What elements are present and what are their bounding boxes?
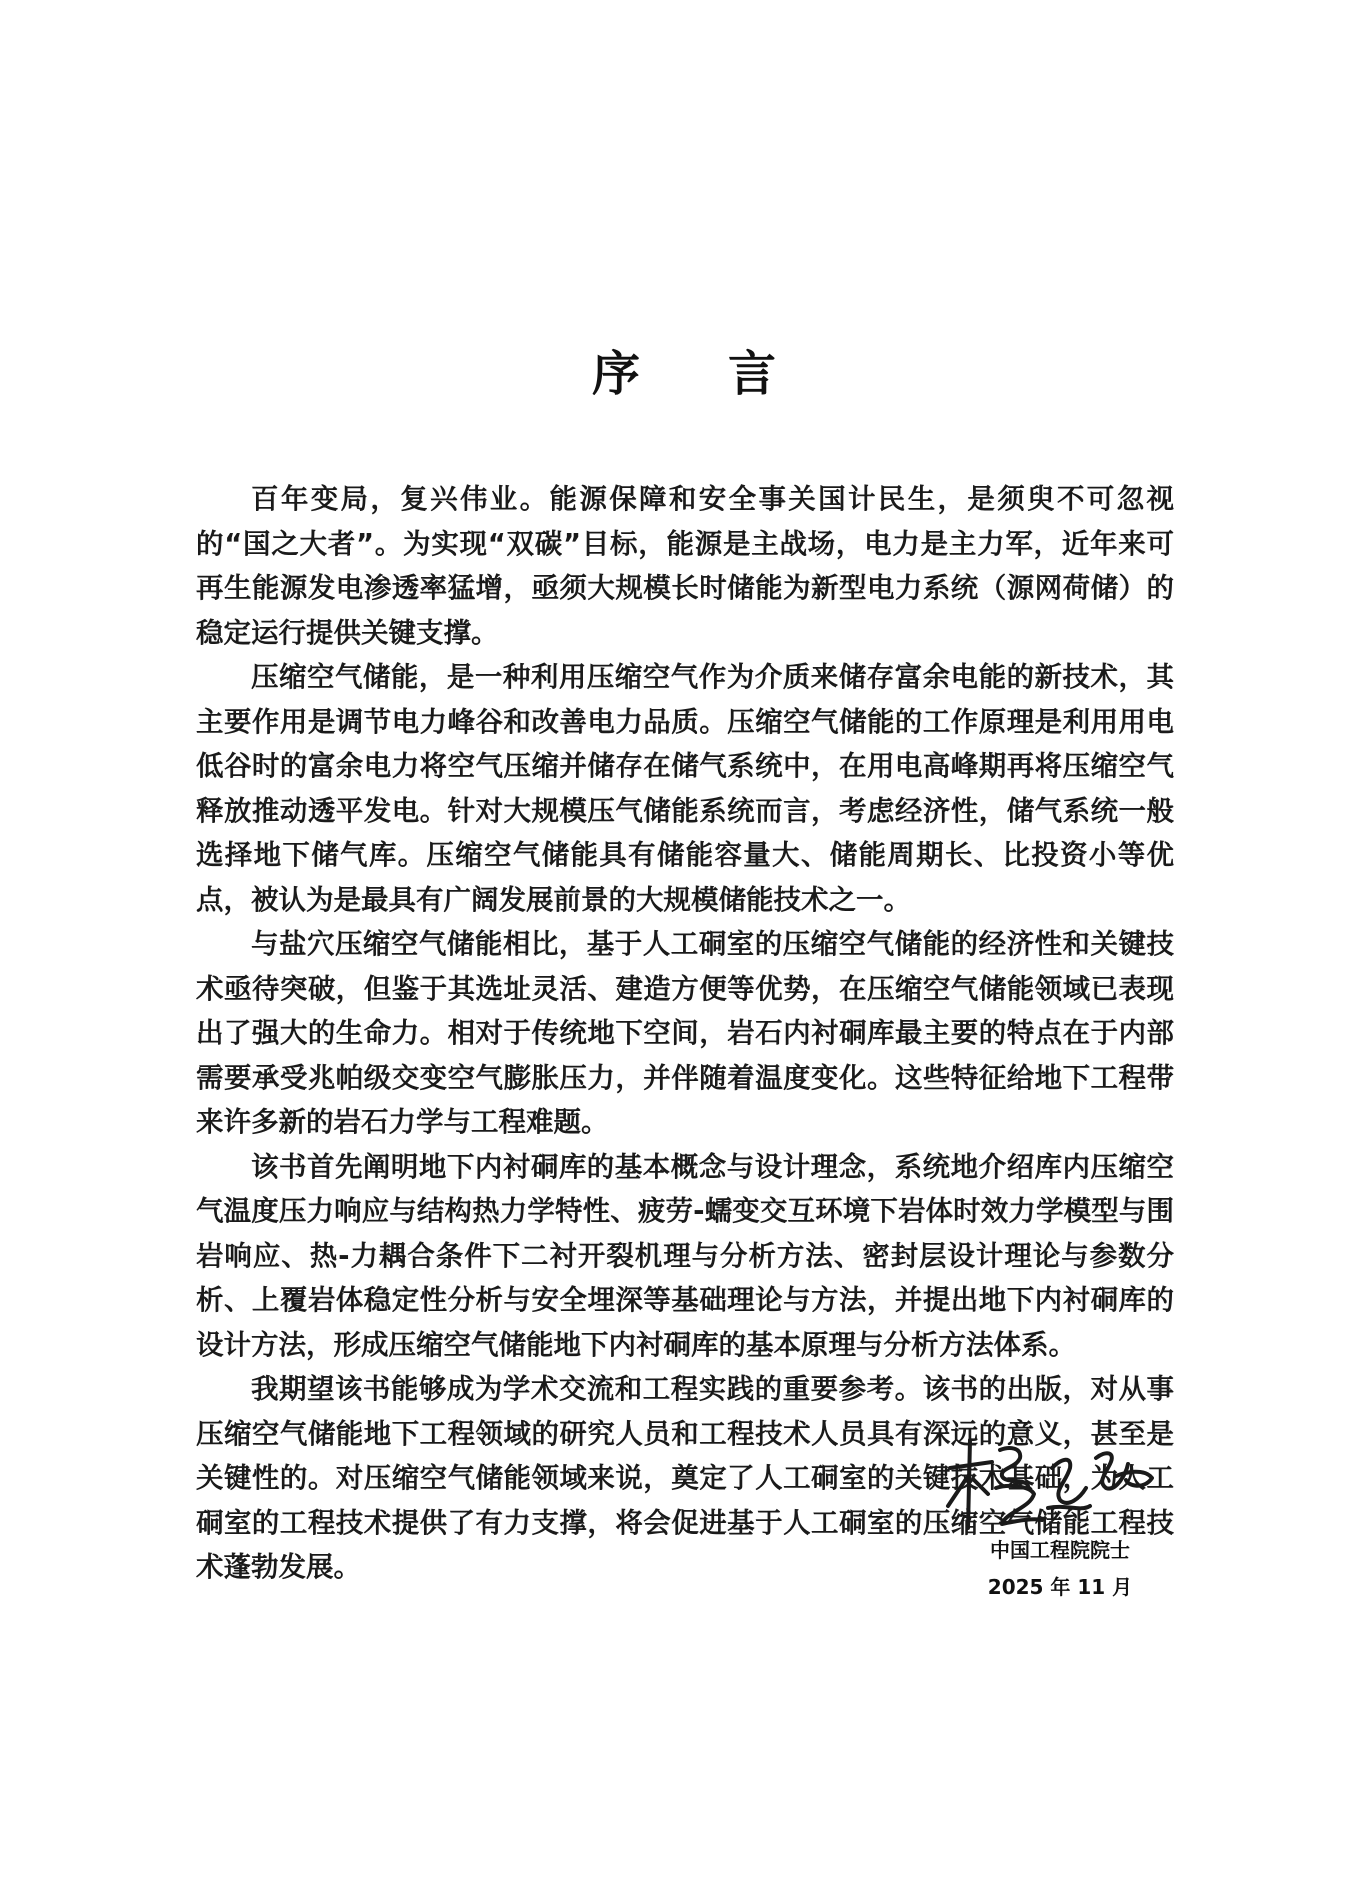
preface-body xyxy=(196,477,1174,1590)
author-affiliation: 中国工程院院士 xyxy=(990,1538,1130,1562)
page-title: 序言 xyxy=(591,346,864,402)
signature-date: 2025 年 11 月 xyxy=(987,1575,1133,1599)
paragraph-4: 该书首先阐明地下内衬硐库的基本概念与设计理念，系统地介绍库内压缩空气温度压力响应与结构热力学特性、疲劳-蠕变交互环境下岩体时效力学模型与围岩响应、热-力耦合条件下二衬开裂机理与分析方法、密封层设计理论与参数分析、上覆岩体稳定性分析与安全埋深等基础理论与方法，并提出地下内衬硐库的设计方法，形成压缩空气储能地下内衬硐库的基本原理与分析方法体系。 xyxy=(196,1150,1174,1361)
paragraph-5: 我期望该书能够成为学术交流和工程实践的重要参考。该书的出版，对从事压缩空气储能地下工程领域的研究人员和工程技术人员具有深远的意义，甚至是关键性的。对压缩空气储能领域来说，奠定了人工硐室的关键技术基础，为人工硐室的工程技术提供了有力支撑，将会促进基于人工硐室的压缩空气储能工程技术蓬勃发展。 xyxy=(196,1373,1174,1583)
paragraph-3: 与盐穴压缩空气储能相比，基于人工硐室的压缩空气储能的经济性和关键技术亟待突破，但鉴于其选址灵活、建造方便等优势，在压缩空气储能领域已表现出了强大的生命力。相对于传统地下空间，岩石内衬硐库最主要的特点在于内部需要承受兆帕级交变空气膨胀压力，并伴随着温度变化。这些特征给地下工程带来许多新的岩石力学与工程难题。 xyxy=(196,928,1174,1138)
handwritten-signature xyxy=(930,1428,1160,1538)
paragraph-1: 百年变局，复兴伟业。能源保障和安全事关国计民生，是须臾不可忽视的“国之大者”。为实现“双碳”目标，能源是主战场，电力是主力军，近年来可再生能源发电渗透率猛增，亟须大规模长时储能为新型电力系统（源网荷储）的稳定运行提供关键支撑。 xyxy=(196,483,1174,649)
paragraph-2: 压缩空气储能，是一种利用压缩空气作为介质来储存富余电能的新技术，其主要作用是调节电力峰谷和改善电力品质。压缩空气储能的工作原理是利用用电低谷时的富余电力将空气压缩并储存在储气系统中，在用电高峰期再将压缩空气释放推动透平发电。针对大规模压气储能系统而言，考虑经济性，储气系统一般选择地下储气库。压缩空气储能具有储能容量大、储能周期长、比投资小等优点，被认为是最具有广阔发展前景的大规模储能技术之一。 xyxy=(196,661,1174,916)
